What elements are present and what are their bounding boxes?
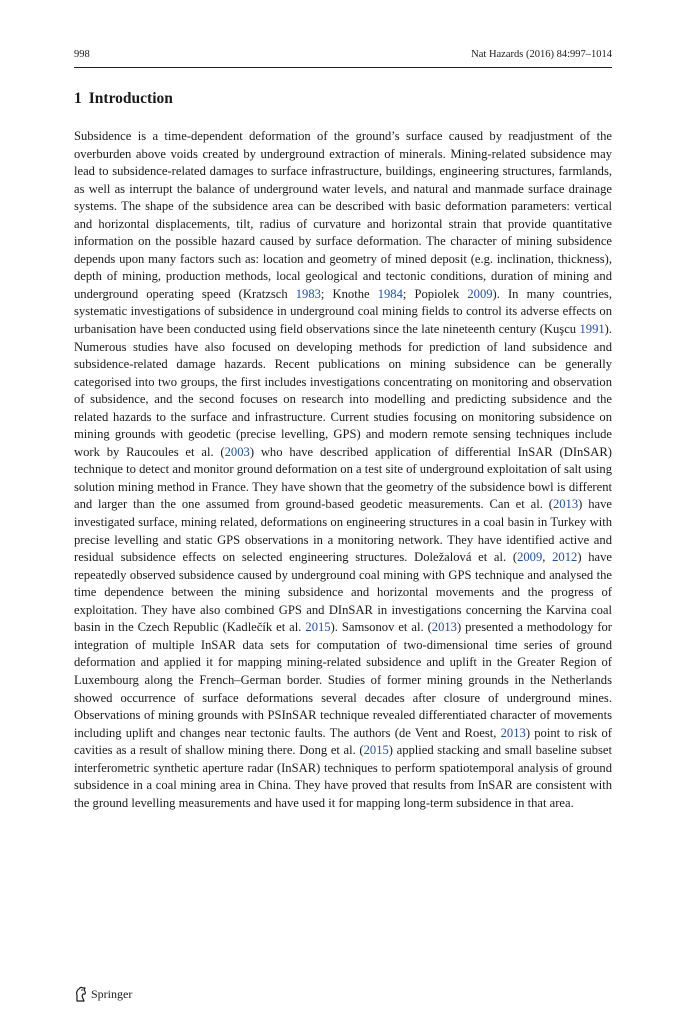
citation-link[interactable]: 2009	[467, 286, 493, 301]
text-run: ; Popiolek	[402, 286, 468, 301]
text-run: ) have repeatedly observed subsidence caused by underground coal mining with GPS technique and analysed the time dependence between the mining subsidence and horizontal movements and the progress of exploitation. They have also combined GPS and DInSAR in investigations concerning the Karvina coal basin in the Czech Republic (Kadlečík et al.	[74, 550, 612, 635]
text-run: ) point to risk of cavities as a result of shallow mining there. Dong et al. (	[74, 725, 612, 758]
springer-horse-icon	[74, 986, 88, 1002]
text-run: ). Samsonov et al. (	[330, 620, 432, 635]
text-run: ; Knothe	[320, 286, 378, 301]
journal-citation: Nat Hazards (2016) 84:997–1014	[471, 49, 612, 60]
publisher-name: Springer	[91, 986, 133, 1001]
citation-link[interactable]: 2013	[552, 497, 579, 512]
publisher-footer	[74, 986, 132, 1002]
text-run: Subsidence is a time-dependent deformation of the ground’s surface caused by readjustment of the overburden above voids created by underground extraction of minerals. Mining-related subsidence may lead to subsidence-related damages to surface infrastructure, buildings, engineering structures, farmlands, as well as interrupt the balance of underground water levels, and natural and manmade surface drainage systems. The shape of the subsidence area can be described with basic deformation parameters: vertical and horizontal displacements, tilt, radius of curvature and horizontal strain that provide quantitative information on the possible hazard caused by surface deformation. The character of mining subsidence depends upon many factors such as: location and geometry of mined deposit (e.g. inclination, thickness), depth of mining, production methods, local geological and tectonic conditions, duration of mining and underground operating speed (Kratzsch	[74, 129, 612, 301]
citation-link[interactable]: 2003	[224, 444, 250, 459]
page	[74, 48, 612, 812]
citation-link[interactable]: 1983	[295, 286, 321, 301]
citation-link[interactable]: 2009	[517, 550, 543, 565]
citation-link[interactable]: 2012	[552, 550, 578, 565]
citation-link[interactable]: 2013	[500, 725, 526, 740]
citation-link[interactable]: 2013	[431, 620, 457, 635]
text-run: ). Numerous studies have also focused on developing methods for prediction of land subsidence and subsidence-related damage hazards. Recent publications on mining subsidence can be generally categorised into two groups, the first includes investigations concentrating on monitoring and observation of subsidence, and the second focuses on research into modelling and predicting subsidence and the related hazards to the surface and infrastructure. Current studies focusing on monitoring subsidence on mining grounds with geodetic (precise levelling, GPS) and modern remote sensing techniques include work by Raucoules et al. (	[74, 322, 612, 459]
introduction-paragraph	[74, 128, 612, 812]
citation-link[interactable]: 2015	[305, 620, 331, 635]
citation-link[interactable]: 2015	[363, 743, 389, 758]
text-run: ) have investigated surface, mining related, deformations on engineering structures in a coal basin in Turkey with precise levelling and static GPS observations in a monitoring network. They have identified active and residual subsidence effects on selected engineering structures. Doležalová et al. (	[74, 497, 612, 565]
running-header	[74, 48, 612, 68]
text-run: ) presented a methodology for integration of multiple InSAR data sets for computation of two-dimensional time series of ground deformation and applied it for mapping mining-related subsidence and uplift in the Greater Region of Luxembourg along the French–German border. Studies of former mining grounds in the Netherlands showed occurrence of surface deformations several decades after closure of underground mines. Observations of mining grounds with PSInSAR technique revealed differentiated character of movements including uplift and changes near tectonic faults. The authors (de Vent and Roest,	[74, 620, 613, 740]
section-number: 1	[74, 90, 82, 107]
citation-link[interactable]: 1991	[579, 322, 605, 337]
citation-link[interactable]: 1984	[377, 286, 403, 301]
page-number: 998	[74, 49, 90, 60]
section-heading	[74, 89, 612, 109]
text-run: ). In many countries, systematic investigations of subsidence in underground coal mining fields to control its adverse effects on urbanisation have been conducted using field observations since the late nineteenth century (Kuşcu	[74, 286, 612, 337]
text-run: ) who have described application of differential InSAR (DInSAR) technique to detect and monitor ground deformation on a test site of underground exploitation of salt using solution mining method in France. They have shown that the geometry of the subsidence bowl is different and larger than the one assumed from ground-based geodetic measurements. Can et al. (	[74, 444, 612, 512]
text-run: ,	[542, 550, 553, 565]
section-title: Introduction	[88, 90, 173, 107]
text-run: ) applied stacking and small baseline subset interferometric synthetic aperture radar (InSAR) techniques to perform spatiotemporal analysis of ground subsidence in a coal mining area in China. They have proved that results from InSAR are consistent with the ground levelling measurements and have used it for mapping long-term subsidence in that area.	[74, 743, 612, 810]
